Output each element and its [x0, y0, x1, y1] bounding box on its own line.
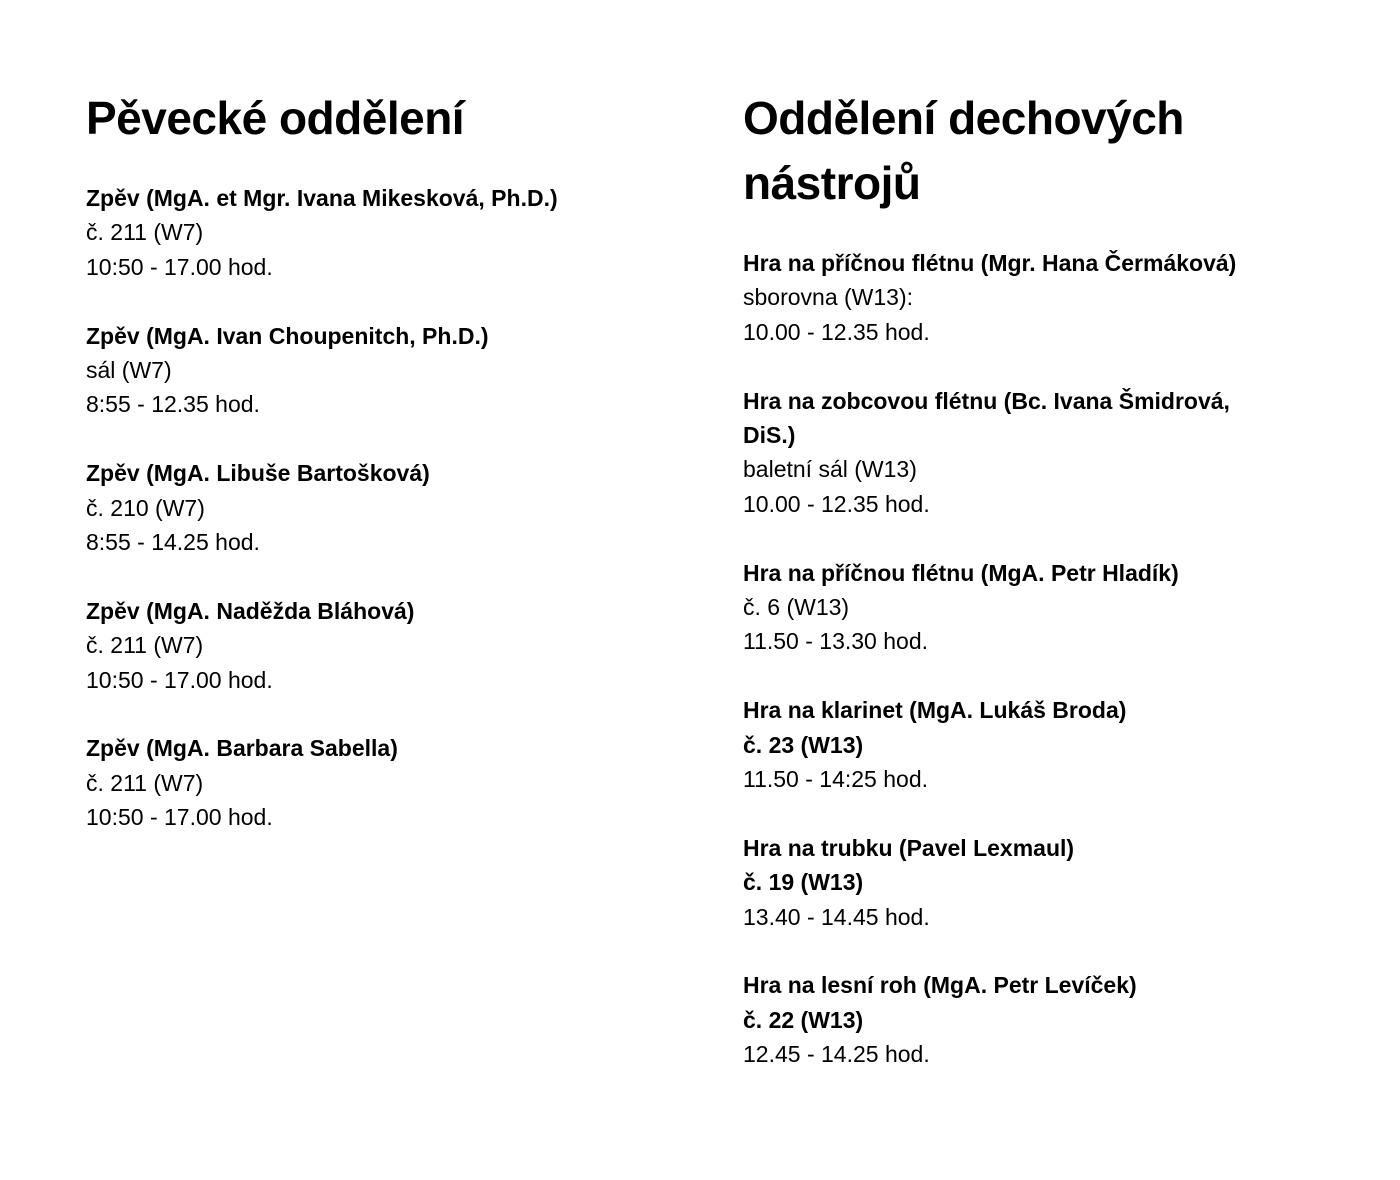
schedule-entry [743, 831, 1343, 934]
schedule-entry [743, 246, 1343, 349]
entry-time: 10:50 - 17.00 hod. [86, 804, 273, 831]
schedule-entry [86, 594, 686, 697]
schedule-entry [743, 968, 1343, 1071]
entry-time: 12.45 - 14.25 hod. [743, 1041, 930, 1068]
department-title-line: nástrojů [743, 157, 921, 209]
schedule-entry [743, 384, 1343, 522]
entry-room: č. 211 (W7) [86, 632, 204, 659]
entry-title: Hra na příčnou flétnu (MgA. Petr Hladík) [743, 559, 1179, 586]
entry-time: 10.00 - 12.35 hod. [743, 490, 930, 517]
entry-time: 8:55 - 14.25 hod. [86, 529, 260, 556]
department-title-line: Oddělení dechových [743, 92, 1184, 144]
entry-title: Zpěv (MgA. Naděžda Bláhová) [86, 597, 415, 624]
entry-title: Hra na příčnou flétnu (Mgr. Hana Čermáková) [743, 250, 1237, 276]
entry-title: Zpěv (MgA. et Mgr. Ivana Mikesková, Ph.D.) [86, 185, 558, 211]
entry-title: Zpěv (MgA. Barbara Sabella) [86, 735, 398, 762]
department-title [743, 86, 1343, 216]
entry-time: 10:50 - 17.00 hod. [86, 666, 273, 693]
entry-time: 13.40 - 14.45 hod. [743, 903, 930, 930]
entry-room: č. 211 (W7) [86, 769, 204, 796]
entry-title: Hra na trubku (Pavel Lexmaul) [743, 834, 1075, 861]
entry-time: 10:50 - 17.00 hod. [86, 253, 273, 280]
entry-time: 11.50 - 14:25 hod. [743, 766, 928, 793]
entry-title: Hra na lesní roh (MgA. Petr Levíček) [743, 972, 1137, 999]
entry-room: č. 210 (W7) [86, 494, 205, 521]
schedule-entry [86, 319, 686, 422]
schedule-entry [86, 456, 686, 559]
wind-instruments-department-column [743, 86, 1343, 1106]
entry-room: sborovna (W13): [743, 284, 914, 311]
entry-title-line: DiS.) [743, 422, 796, 449]
entry-title: Zpěv (MgA. Ivan Choupenitch, Ph.D.) [86, 322, 489, 349]
entry-room: č. 6 (W13) [743, 594, 850, 621]
schedule-entry [86, 731, 686, 834]
entry-time: 11.50 - 13.30 hod. [743, 628, 928, 655]
entry-room: č. 23 (W13) [743, 731, 864, 758]
entry-title: Zpěv (MgA. Libuše Bartošková) [86, 460, 430, 487]
entry-title: Hra na klarinet (MgA. Lukáš Broda) [743, 697, 1127, 724]
entry-title-line: Hra na zobcovou flétnu (Bc. Ivana Šmidrová, [743, 387, 1230, 414]
entry-time: 8:55 - 12.35 hod. [86, 391, 260, 418]
department-title: Pěvecké oddělení [86, 92, 465, 144]
vocal-department-column [86, 86, 686, 869]
entry-room: baletní sál (W13) [743, 456, 917, 483]
entry-time: 10.00 - 12.35 hod. [743, 318, 930, 345]
entry-room: č. 211 (W7) [86, 219, 204, 246]
schedule-entry [86, 181, 686, 284]
schedule-entry [743, 556, 1343, 659]
schedule-entry [743, 693, 1343, 796]
entry-room: č. 22 (W13) [743, 1006, 864, 1033]
entry-room: č. 19 (W13) [743, 869, 864, 896]
entry-room: sál (W7) [86, 357, 172, 384]
